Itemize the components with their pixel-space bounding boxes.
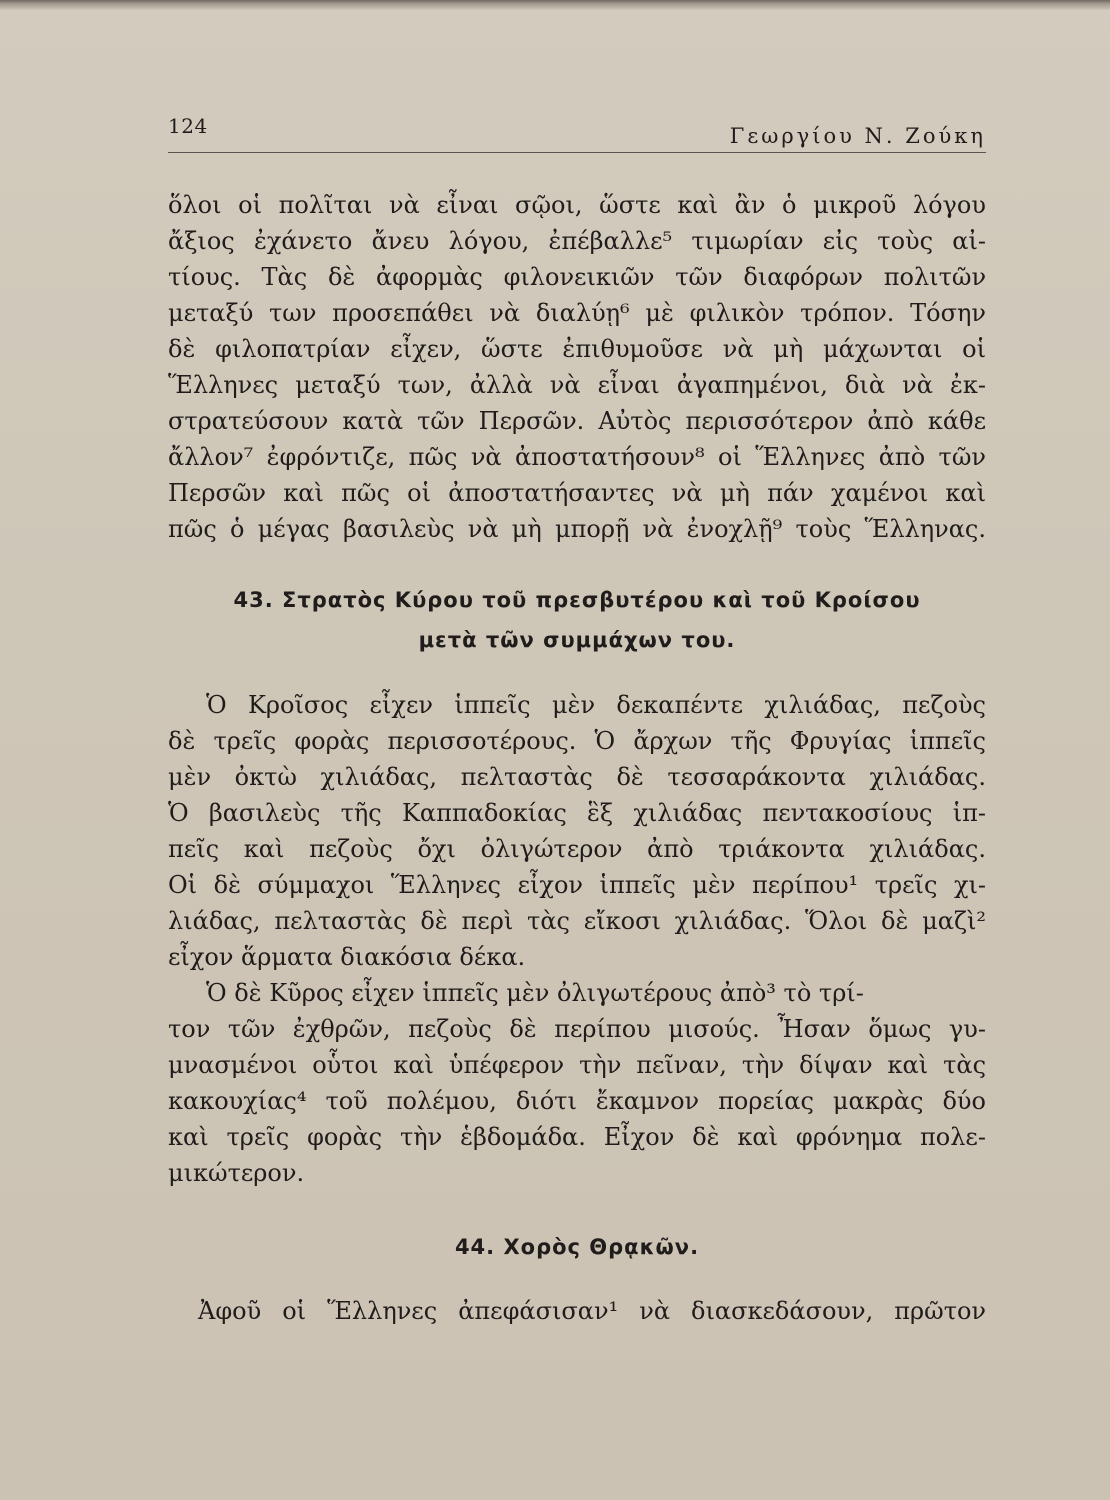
- text-line: Περσῶν καὶ πῶς οἱ ἀποστατήσαντες νὰ μὴ πάν χαμένοι καὶ: [168, 479, 986, 507]
- text-line: μνασμένοι οὗτοι καὶ ὑπέφερον τὴν πεῖναν, τὴν δίψαν καὶ τὰς: [168, 1051, 987, 1079]
- text-line: ὅλοι οἱ πολῖται νὰ εἶναι σῷοι, ὥστε καὶ ἂν ὁ μικροῦ λόγου: [168, 191, 986, 219]
- text-line: πῶς ὁ μέγας βασιλεὺς νὰ μὴ μπορῇ νὰ ἐνοχλῇ⁹ τοὺς Ἕλληνας.: [168, 515, 987, 543]
- text-line: Ὁ δὲ Κῦρος εἶχεν ἱππεῖς μὲν ὀλιγωτέρους ἀπὸ³ τὸ τρί-: [206, 979, 864, 1007]
- text-line: πεῖς καὶ πεζοὺς ὄχι ὀλιγώτερον ἀπὸ τριάκοντα χιλιάδας.: [168, 835, 986, 863]
- text-line: εἶχον ἅρματα διακόσια δέκα.: [168, 943, 526, 971]
- section-43-heading: 43. Στρατὸς Κύρου τοῦ πρεσβυτέρου καὶ τοῦ Κροίσου: [233, 588, 921, 612]
- text-line: Ἕλληνες μεταξύ των, ἀλλὰ νὰ εἶναι ἀγαπημένοι, διὰ νὰ ἐκ-: [168, 371, 987, 399]
- text-line: ἄξιος ἐχάνετο ἄνευ λόγου, ἐπέβαλλε⁵ τιμωρίαν εἰς τοὺς αἰ-: [168, 227, 987, 255]
- section-43-heading-line2: μετὰ τῶν συμμάχων του.: [418, 628, 736, 652]
- text-line: Ἀφοῦ οἱ Ἕλληνες ἀπεφάσισαν¹ νὰ διασκεδάσουν, πρῶτον: [198, 1297, 987, 1325]
- page-top-edge: [0, 0, 1110, 10]
- text-line: Ὁ Κροῖσος εἶχεν ἱππεῖς μὲν δεκαπέντε χιλιάδας, πεζοὺς: [206, 691, 986, 719]
- text-line: δὲ φιλοπατρίαν εἶχεν, ὥστε ἐπιθυμοῦσε νὰ μὴ μάχωνται οἱ: [168, 335, 986, 363]
- section-44-heading: 44. Χορὸς Θρᾳκῶν.: [454, 1235, 700, 1259]
- text-line: καὶ τρεῖς φορὰς τὴν ἑβδομάδα. Εἶχον δὲ καὶ φρόνημα πολε-: [168, 1123, 986, 1151]
- text-line: κακουχίας⁴ τοῦ πολέμου, διότι ἔκαμνον πορείας μακρὰς δύο: [168, 1087, 986, 1115]
- text-line: στρατεύσουν κατὰ τῶν Περσῶν. Αὐτὸς περισσότερον ἀπὸ κάθε: [168, 407, 987, 435]
- running-head: Γεωργίου Ν. Ζούκη: [729, 124, 986, 148]
- page-header: [168, 110, 986, 153]
- text-line: μὲν ὀκτὼ χιλιάδας, πελταστὰς δὲ τεσσαράκοντα χιλιάδας.: [168, 763, 986, 791]
- text-line: μεταξύ των προσεπάθει νὰ διαλύῃ⁶ μὲ φιλικὸν τρόπον. Τόσην: [168, 299, 986, 327]
- text-line: τον τῶν ἐχθρῶν, πεζοὺς δὲ περίπου μισούς. Ἦσαν ὅμως γυ-: [168, 1015, 986, 1043]
- page-number: 124: [168, 114, 208, 138]
- text-line: μικώτερον.: [168, 1159, 305, 1187]
- text-line: δὲ τρεῖς φορὰς περισσοτέρους. Ὁ ἄρχων τῆς Φρυγίας ἱππεῖς: [168, 727, 986, 755]
- text-line: Ὁ βασιλεὺς τῆς Καππαδοκίας ἓξ χιλιάδας πεντακοσίους ἱπ-: [168, 799, 986, 827]
- text-line: λιάδας, πελταστὰς δὲ περὶ τὰς εἴκοσι χιλιάδας. Ὅλοι δὲ μαζὶ²: [168, 907, 986, 935]
- text-line: τίους. Τὰς δὲ ἀφορμὰς φιλονεικιῶν τῶν διαφόρων πολιτῶν: [168, 263, 987, 291]
- text-line: Οἱ δὲ σύμμαχοι Ἕλληνες εἶχον ἱππεῖς μὲν περίπου¹ τρεῖς χι-: [168, 871, 987, 899]
- text-line: ἄλλον⁷ ἐφρόντιζε, πῶς νὰ ἀποστατήσουν⁸ οἱ Ἕλληνες ἀπὸ τῶν: [168, 443, 986, 471]
